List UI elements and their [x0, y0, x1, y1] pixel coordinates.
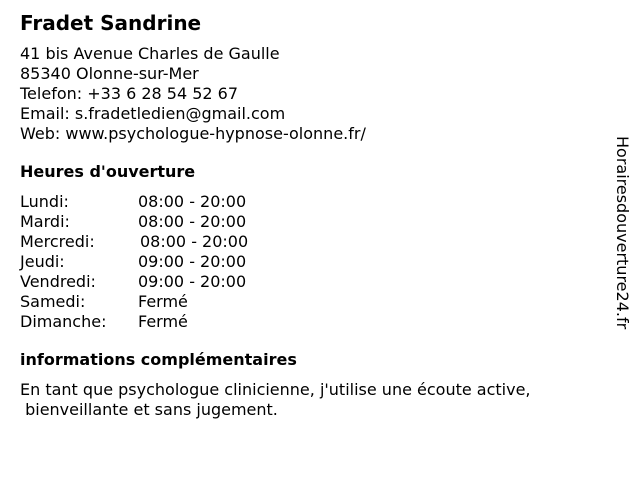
day-label: Jeudi: — [20, 252, 65, 271]
phone-line: Telefon: +33 6 28 54 52 67 — [20, 84, 239, 103]
hours-row-wednesday — [20, 232, 600, 252]
email-line: Email: s.fradetledien@gmail.com — [20, 104, 286, 123]
time-value: 08:00 - 20:00 — [138, 192, 247, 211]
day-label: Dimanche: — [20, 312, 107, 331]
day-label: Mercredi: — [20, 232, 95, 251]
brand-watermark — [612, 136, 632, 376]
day-label: Vendredi: — [20, 272, 96, 291]
business-card — [20, 10, 600, 420]
hours-table — [20, 192, 600, 332]
day-label: Lundi: — [20, 192, 69, 211]
hours-row-friday — [20, 272, 600, 292]
address-line-2: 85340 Olonne-sur-Mer — [20, 64, 199, 83]
hours-row-monday — [20, 192, 600, 212]
hours-heading: Heures d'ouverture — [20, 162, 196, 181]
info-line-2: bienveillante et sans jugement. — [20, 400, 278, 419]
time-value: Fermé — [138, 292, 188, 311]
time-value: 08:00 - 20:00 — [140, 232, 249, 251]
brand-label: Horairesdouverture24.fr — [613, 136, 632, 330]
info-heading: informations complémentaires — [20, 350, 297, 369]
hours-row-tuesday — [20, 212, 600, 232]
web-line: Web: www.psychologue-hypnose-olonne.fr/ — [20, 124, 366, 143]
time-value: Fermé — [138, 312, 188, 331]
hours-row-sunday — [20, 312, 600, 332]
hours-row-saturday — [20, 292, 600, 312]
info-line-1: En tant que psychologue clinicienne, j'utilise une écoute active, — [20, 380, 531, 399]
day-label: Samedi: — [20, 292, 86, 311]
day-label: Mardi: — [20, 212, 70, 231]
address-line-1: 41 bis Avenue Charles de Gaulle — [20, 44, 280, 63]
time-value: 09:00 - 20:00 — [138, 252, 247, 271]
time-value: 09:00 - 20:00 — [138, 272, 247, 291]
time-value: 08:00 - 20:00 — [138, 212, 247, 231]
business-name: Fradet Sandrine — [20, 11, 202, 35]
hours-row-thursday — [20, 252, 600, 272]
